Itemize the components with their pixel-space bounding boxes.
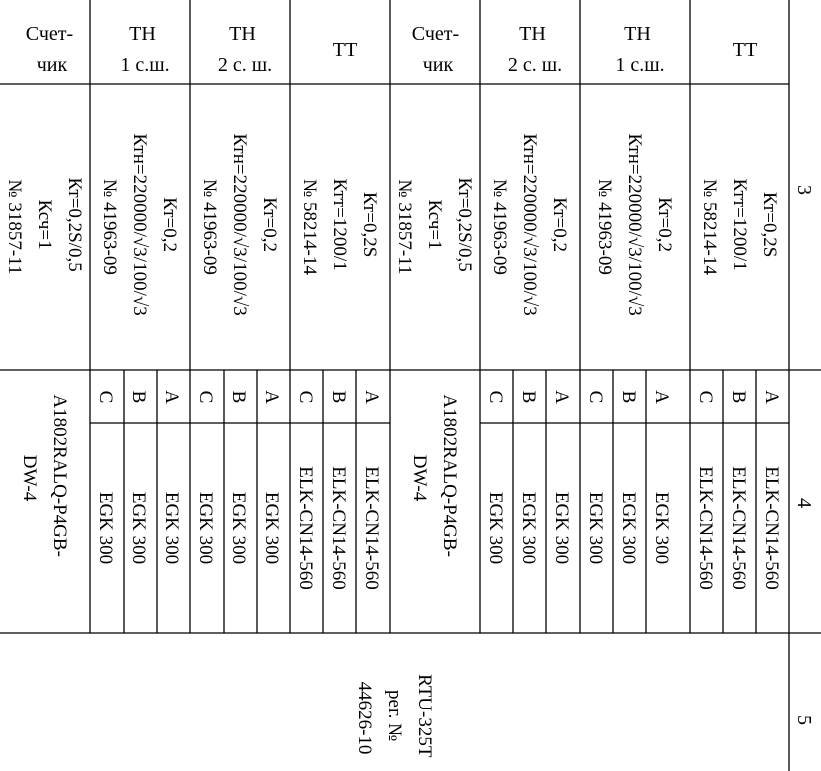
- phase-c: C: [95, 390, 116, 404]
- header-ct2: ТТ: [732, 39, 758, 61]
- model-vt: EGK 300: [585, 491, 606, 565]
- column-number-3: 3: [793, 185, 815, 195]
- phase-b: B: [618, 390, 639, 404]
- header-vt2-group1: ТН 2 с. ш.: [507, 23, 563, 76]
- spec-vt1-group2: Кт=0,2 Ктн=220000/√3/100/√3 № 41963-09: [199, 133, 280, 316]
- phase-a: A: [761, 390, 782, 404]
- phase-a: A: [161, 390, 182, 404]
- spec-vt2-group1: Кт=0,2 Ктн=220000/√3/100/√3 № 41963-09: [489, 133, 570, 316]
- rtu-info: RTU-325T рег. № 44626-10: [354, 674, 435, 758]
- column-number-4: 4: [793, 498, 815, 508]
- phase-c: C: [585, 390, 606, 404]
- model-ct: ELK-CN14-560: [295, 466, 316, 590]
- model-ct: ELK-CN14-560: [361, 466, 382, 590]
- header-meter1: Счет- чик: [25, 23, 74, 76]
- model-vt: EGK 300: [228, 491, 249, 565]
- phase-b: B: [228, 390, 249, 404]
- spec-vt1-group1: Кт=0,2 Ктн=220000/√3/100/√3 № 41963-09: [99, 133, 180, 316]
- phase-a: A: [361, 390, 382, 404]
- model-vt: EGK 300: [485, 491, 506, 565]
- header-vt1-group1: ТН 1 с.ш.: [120, 23, 170, 76]
- spec-ct2: Кт=0,2S Ктт=1200/1 № 58214-14: [699, 178, 780, 275]
- model-vt: EGK 300: [518, 491, 539, 565]
- model-meter1: A1802RALQ-P4GB- DW-4: [19, 394, 70, 557]
- model-vt: EGK 300: [261, 491, 282, 565]
- model-vt: EGK 300: [651, 491, 672, 565]
- header-meter2: Счет- чик: [411, 23, 460, 76]
- column-number-5: 5: [793, 715, 815, 725]
- spec-vt2-group2: Кт=0,2 Ктн=220000/√3/100/√3 № 41963-09: [594, 133, 675, 316]
- model-ct: ELK-CN14-560: [695, 466, 716, 590]
- phase-b: B: [128, 390, 149, 404]
- model-vt: EGK 300: [95, 491, 116, 565]
- model-ct: ELK-CN14-560: [328, 466, 349, 590]
- phase-b: B: [728, 390, 749, 404]
- header-vt2-group2: ТН 1 с.ш.: [615, 23, 665, 76]
- phase-b: B: [518, 390, 539, 404]
- model-ct: ELK-CN14-560: [728, 466, 749, 590]
- model-vt: EGK 300: [161, 491, 182, 565]
- model-vt: EGK 300: [195, 491, 216, 565]
- model-vt: EGK 300: [551, 491, 572, 565]
- model-vt: EGK 300: [618, 491, 639, 565]
- model-vt: EGK 300: [128, 491, 149, 565]
- phase-c: C: [295, 390, 316, 404]
- model-ct: ELK-CN14-560: [761, 466, 782, 590]
- phase-a: A: [651, 390, 672, 404]
- phase-c: C: [695, 390, 716, 404]
- phase-a: A: [261, 390, 282, 404]
- spec-meter2: Кт=0,2S/0,5 Ксч=1 № 31857-11: [394, 177, 475, 275]
- header-ct1: ТТ: [332, 39, 358, 61]
- phase-c: C: [485, 390, 506, 404]
- model-meter2: A1802RALQ-P4GB- DW-4: [409, 394, 460, 557]
- phase-b: B: [328, 390, 349, 404]
- phase-c: C: [195, 390, 216, 404]
- header-vt1-group2: ТН 2 с. ш.: [217, 23, 273, 76]
- phase-a: A: [551, 390, 572, 404]
- spec-meter1: Кт=0,2S/0,5 Ксч=1 № 31857-11: [4, 177, 85, 275]
- spec-ct1: Кт=0,2S Ктт=1200/1 № 58214-14: [299, 178, 380, 275]
